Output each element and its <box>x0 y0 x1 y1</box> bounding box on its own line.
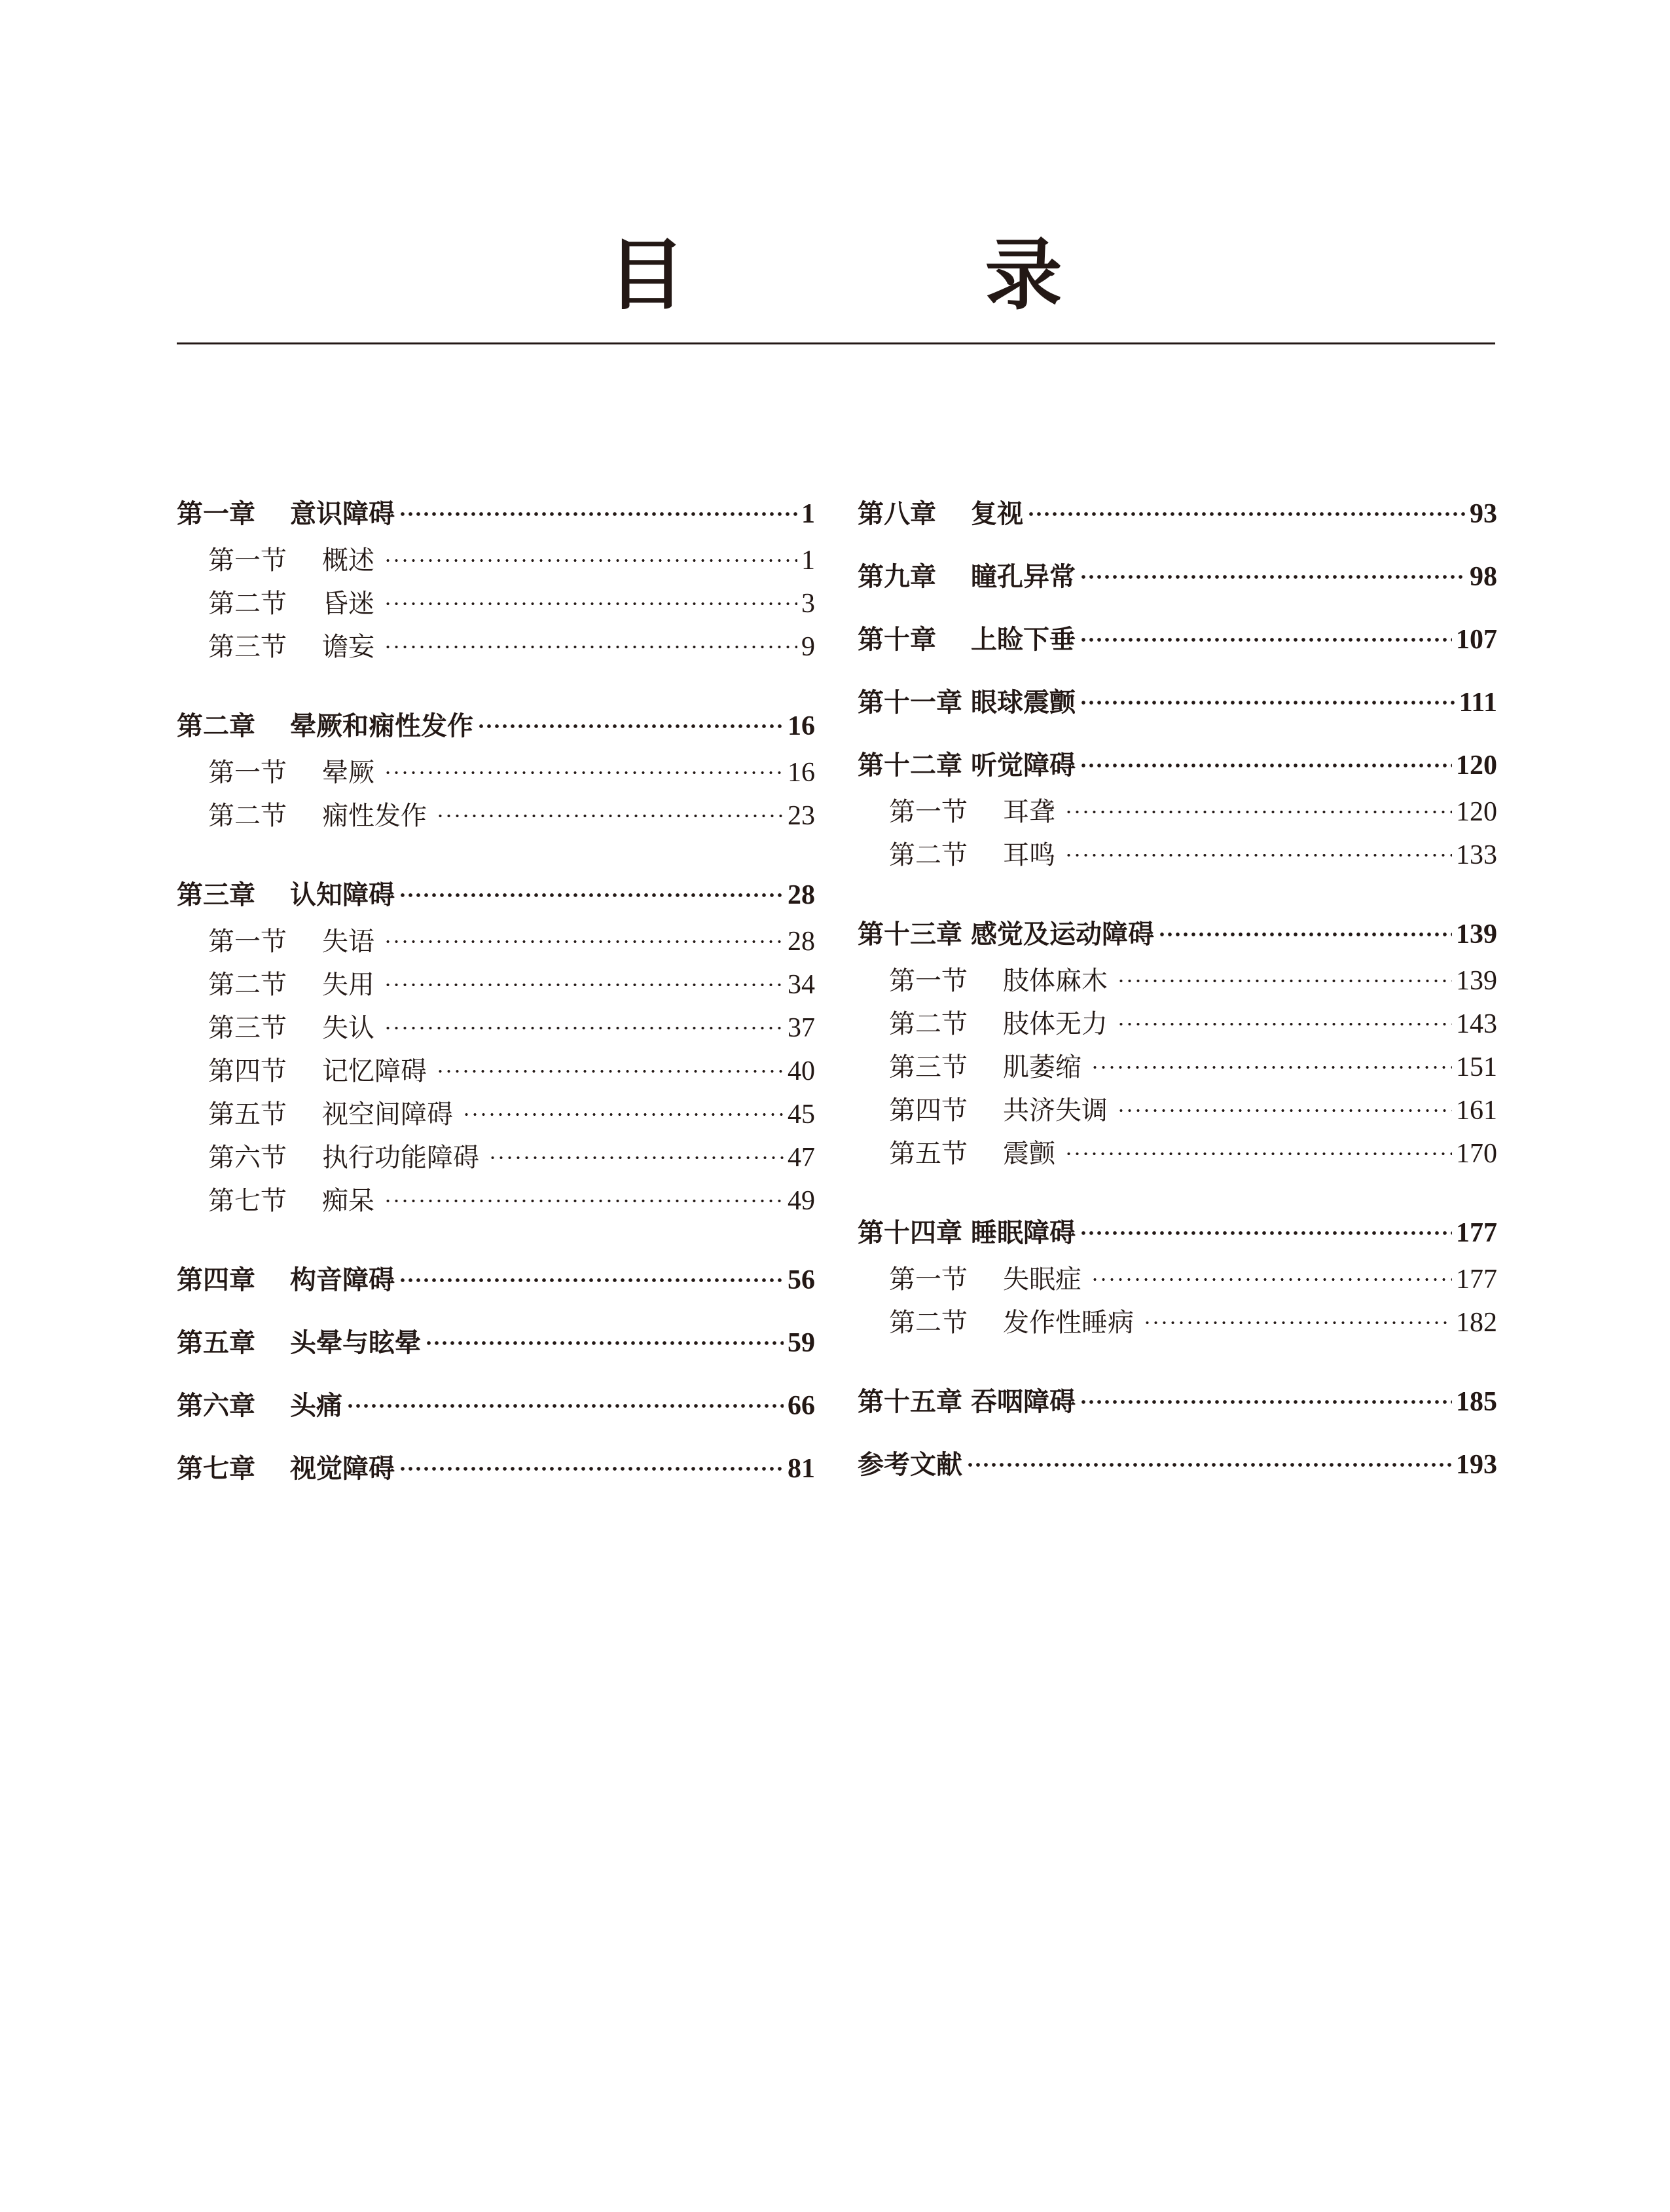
chapter-page-number: 81 <box>788 1454 815 1484</box>
toc-chapter <box>858 557 1497 597</box>
toc-chapter <box>858 683 1497 722</box>
dot-leader <box>488 1146 784 1170</box>
chapter-number: 第十四章 <box>858 1218 962 1248</box>
dot-leader <box>384 1016 784 1040</box>
section-page-number: 1 <box>801 545 815 576</box>
chapter-number: 第四章 <box>177 1265 255 1295</box>
toc-chapter-entry[interactable] <box>177 707 815 746</box>
section-number: 第二节 <box>208 589 287 619</box>
toc-chapter-entry[interactable] <box>858 1382 1497 1422</box>
chapter-title: 晕厥和痫性发作 <box>290 711 473 741</box>
section-page-number: 23 <box>788 801 815 831</box>
section-page-number: 34 <box>788 970 815 1000</box>
chapter-page-number: 56 <box>788 1265 815 1295</box>
toc-section-list <box>858 1258 1497 1344</box>
dot-leader <box>384 592 797 616</box>
section-title: 震颤 <box>1003 1139 1055 1169</box>
dot-leader <box>1080 754 1452 777</box>
chapter-number: 第二章 <box>177 711 255 741</box>
section-number: 第一节 <box>208 927 287 957</box>
toc-chapter <box>177 1449 815 1488</box>
chapter-title: 头晕与眩晕 <box>290 1328 421 1358</box>
dot-leader <box>1143 1311 1452 1335</box>
section-title: 视空间障碍 <box>322 1099 453 1130</box>
section-title: 失认 <box>322 1013 374 1043</box>
section-page-number: 151 <box>1456 1052 1497 1082</box>
dot-leader <box>462 1103 784 1126</box>
dot-leader <box>1117 1099 1452 1122</box>
dot-leader <box>436 1060 784 1083</box>
section-page-number: 170 <box>1456 1139 1497 1169</box>
section-title: 痫性发作 <box>322 801 427 831</box>
toc-chapter-entry[interactable] <box>177 1261 815 1300</box>
chapter-page-number: 177 <box>1456 1218 1497 1248</box>
chapter-title: 认知障碍 <box>290 880 395 910</box>
chapter-number: 第五章 <box>177 1328 255 1358</box>
section-title: 耳聋 <box>1003 797 1055 827</box>
toc-chapter <box>177 1386 815 1426</box>
toc-section-entry[interactable] <box>177 1179 815 1223</box>
chapter-number: 第三章 <box>177 880 255 910</box>
dot-leader <box>436 804 784 828</box>
chapter-page-number: 1 <box>801 499 815 529</box>
chapter-page-number: 139 <box>1456 919 1497 949</box>
section-page-number: 45 <box>788 1099 815 1130</box>
section-page-number: 139 <box>1456 966 1497 996</box>
toc-section-list <box>858 959 1497 1175</box>
dot-leader <box>384 1189 784 1213</box>
chapter-page-number: 120 <box>1456 750 1497 781</box>
chapter-title: 瞳孔异常 <box>971 562 1076 592</box>
toc-section-entry[interactable] <box>858 1301 1497 1344</box>
toc-section-entry[interactable] <box>858 1258 1497 1301</box>
chapter-title: 头痛 <box>290 1391 342 1421</box>
dot-leader <box>399 1457 784 1481</box>
section-title: 失眠症 <box>1003 1264 1081 1295</box>
toc-section-entry[interactable] <box>858 790 1497 834</box>
toc-chapter <box>177 1261 815 1300</box>
chapter-number: 第九章 <box>858 562 936 592</box>
section-page-number: 133 <box>1456 840 1497 870</box>
toc-chapter-entry[interactable] <box>858 683 1497 722</box>
dot-leader <box>1064 800 1452 824</box>
section-page-number: 47 <box>788 1143 815 1173</box>
chapter-number: 第十三章 <box>858 919 962 949</box>
toc-chapter <box>858 1445 1497 1484</box>
section-page-number: 120 <box>1456 797 1497 827</box>
toc-section-entry[interactable] <box>177 1136 815 1179</box>
toc-chapter-entry[interactable] <box>858 915 1497 954</box>
toc-section-entry[interactable] <box>858 959 1497 1003</box>
chapter-number: 第十二章 <box>858 750 962 781</box>
dot-leader <box>384 635 797 659</box>
section-title: 记忆障碍 <box>322 1056 427 1086</box>
toc-section-entry[interactable] <box>177 539 815 582</box>
section-number: 第二节 <box>889 840 968 870</box>
section-number: 第四节 <box>208 1056 287 1086</box>
toc-chapter-entry[interactable] <box>177 1323 815 1363</box>
chapter-page-number: 16 <box>788 711 815 741</box>
chapter-page-number: 111 <box>1459 688 1497 718</box>
toc-section-entry[interactable] <box>177 1050 815 1093</box>
toc-left-column <box>177 494 815 1512</box>
toc-chapter-entry[interactable] <box>858 1213 1497 1253</box>
toc-chapter-entry[interactable] <box>858 620 1497 659</box>
dot-leader <box>1091 1056 1452 1079</box>
dot-leader <box>384 930 784 953</box>
toc-chapter-entry[interactable] <box>177 876 815 915</box>
chapter-title: 意识障碍 <box>290 499 395 529</box>
toc-section-entry[interactable] <box>858 1132 1497 1175</box>
toc-chapter-entry[interactable] <box>177 1386 815 1426</box>
dot-leader <box>1080 565 1466 589</box>
toc-chapter <box>177 1323 815 1363</box>
chapter-title: 参考文献 <box>858 1450 962 1480</box>
chapter-page-number: 98 <box>1470 562 1497 592</box>
toc-section-list <box>858 790 1497 877</box>
toc-section-entry[interactable] <box>177 751 815 794</box>
section-title: 昏迷 <box>322 589 374 619</box>
section-page-number: 40 <box>788 1056 815 1086</box>
dot-leader <box>477 714 784 738</box>
section-page-number: 9 <box>801 632 815 662</box>
chapter-number: 第一章 <box>177 499 255 529</box>
chapter-title: 上睑下垂 <box>971 625 1076 655</box>
toc-section-list <box>177 751 815 838</box>
toc-chapter <box>858 494 1497 534</box>
dot-leader <box>399 883 784 907</box>
section-page-number: 16 <box>788 758 815 788</box>
toc-section-entry[interactable] <box>177 625 815 669</box>
chapter-number: 第十一章 <box>858 688 962 718</box>
section-title: 肌萎缩 <box>1003 1052 1081 1082</box>
section-title: 耳鸣 <box>1003 840 1055 870</box>
dot-leader <box>399 1268 784 1292</box>
dot-leader <box>399 502 797 526</box>
section-number: 第七节 <box>208 1186 287 1216</box>
toc-section-entry[interactable] <box>177 582 815 625</box>
section-page-number: 28 <box>788 927 815 957</box>
section-number: 第三节 <box>208 1013 287 1043</box>
toc-section-list <box>177 920 815 1223</box>
dot-leader <box>425 1331 784 1355</box>
section-title: 肢体麻木 <box>1003 966 1108 996</box>
toc-chapter-entry[interactable] <box>858 1445 1497 1484</box>
toc-chapter <box>858 746 1497 877</box>
chapter-page-number: 59 <box>788 1328 815 1358</box>
chapter-number: 第十章 <box>858 625 936 655</box>
dot-leader <box>384 973 784 997</box>
toc-right-column <box>858 494 1497 1508</box>
section-page-number: 182 <box>1456 1308 1497 1338</box>
chapter-number: 第十五章 <box>858 1387 962 1417</box>
section-number: 第一节 <box>889 797 968 827</box>
dot-leader <box>1080 628 1452 652</box>
chapter-number: 第八章 <box>858 499 936 529</box>
toc-chapter <box>858 1213 1497 1344</box>
section-title: 发作性睡病 <box>1003 1308 1134 1338</box>
chapter-title: 视觉障碍 <box>290 1454 395 1484</box>
toc-section-entry[interactable] <box>858 1046 1497 1089</box>
toc-chapter <box>858 1382 1497 1422</box>
section-page-number: 3 <box>801 589 815 619</box>
dot-leader <box>346 1394 784 1418</box>
section-number: 第三节 <box>889 1052 968 1082</box>
toc-chapter <box>858 915 1497 1175</box>
section-title: 失语 <box>322 927 374 957</box>
dot-leader <box>1064 1142 1452 1166</box>
chapter-number: 第六章 <box>177 1391 255 1421</box>
section-number: 第一节 <box>889 966 968 996</box>
toc-section-entry[interactable] <box>177 1006 815 1050</box>
toc-section-entry[interactable] <box>177 963 815 1006</box>
toc-chapter-entry[interactable] <box>858 494 1497 534</box>
dot-leader <box>966 1453 1452 1477</box>
toc-chapter-entry[interactable] <box>177 494 815 534</box>
dot-leader <box>1117 1012 1452 1036</box>
toc-section-entry[interactable] <box>177 794 815 838</box>
title-divider <box>177 342 1495 344</box>
section-number: 第四节 <box>889 1096 968 1126</box>
chapter-page-number: 107 <box>1456 625 1497 655</box>
chapter-title: 构音障碍 <box>290 1265 395 1295</box>
dot-leader <box>1080 1390 1452 1414</box>
section-number: 第二节 <box>208 970 287 1000</box>
section-number: 第一节 <box>889 1264 968 1295</box>
chapter-page-number: 93 <box>1470 499 1497 529</box>
dot-leader <box>1080 691 1455 714</box>
section-page-number: 177 <box>1456 1264 1497 1295</box>
section-number: 第一节 <box>208 545 287 576</box>
chapter-title: 吞咽障碍 <box>971 1387 1076 1417</box>
section-number: 第五节 <box>889 1139 968 1169</box>
toc-section-entry[interactable] <box>858 1089 1497 1132</box>
dot-leader <box>1080 1221 1452 1245</box>
section-page-number: 143 <box>1456 1009 1497 1039</box>
dot-leader <box>384 549 797 572</box>
toc-chapter <box>177 876 815 1223</box>
section-page-number: 37 <box>788 1013 815 1043</box>
toc-section-entry[interactable] <box>177 920 815 963</box>
section-page-number: 49 <box>788 1186 815 1216</box>
section-number: 第二节 <box>208 801 287 831</box>
section-title: 晕厥 <box>322 758 374 788</box>
section-number: 第二节 <box>889 1308 968 1338</box>
section-title: 谵妄 <box>322 632 374 662</box>
dot-leader <box>1027 502 1466 526</box>
chapter-title: 听觉障碍 <box>971 750 1076 781</box>
dot-leader <box>1091 1268 1452 1291</box>
toc-chapter-entry[interactable] <box>177 1449 815 1488</box>
dot-leader <box>1117 969 1452 993</box>
dot-leader <box>1158 923 1452 946</box>
chapter-title: 复视 <box>971 499 1023 529</box>
section-number: 第三节 <box>208 632 287 662</box>
chapter-page-number: 185 <box>1456 1387 1497 1417</box>
section-title: 共济失调 <box>1003 1096 1108 1126</box>
chapter-title: 睡眠障碍 <box>971 1218 1076 1248</box>
section-number: 第六节 <box>208 1143 287 1173</box>
toc-section-entry[interactable] <box>858 1003 1497 1046</box>
chapter-number: 第七章 <box>177 1454 255 1484</box>
section-title: 概述 <box>322 545 374 576</box>
section-title: 痴呆 <box>322 1186 374 1216</box>
chapter-page-number: 193 <box>1456 1450 1497 1480</box>
chapter-page-number: 66 <box>788 1391 815 1421</box>
section-number: 第一节 <box>208 758 287 788</box>
section-page-number: 161 <box>1456 1096 1497 1126</box>
page-title: 目 录 <box>608 230 1174 320</box>
section-number: 第五节 <box>208 1099 287 1130</box>
dot-leader <box>384 761 784 784</box>
section-title: 执行功能障碍 <box>322 1143 479 1173</box>
section-number: 第二节 <box>889 1009 968 1039</box>
toc-section-entry[interactable] <box>177 1093 815 1136</box>
dot-leader <box>1064 843 1452 867</box>
chapter-page-number: 28 <box>788 880 815 910</box>
chapter-title: 眼球震颤 <box>971 688 1076 718</box>
toc-section-entry[interactable] <box>858 834 1497 877</box>
toc-chapter-entry[interactable] <box>858 746 1497 785</box>
toc-chapter-entry[interactable] <box>858 557 1497 597</box>
toc-chapter <box>858 620 1497 659</box>
toc-section-list <box>177 539 815 669</box>
chapter-title: 感觉及运动障碍 <box>971 919 1154 949</box>
toc-chapter <box>177 707 815 838</box>
section-title: 失用 <box>322 970 374 1000</box>
toc-chapter <box>177 494 815 669</box>
section-title: 肢体无力 <box>1003 1009 1108 1039</box>
